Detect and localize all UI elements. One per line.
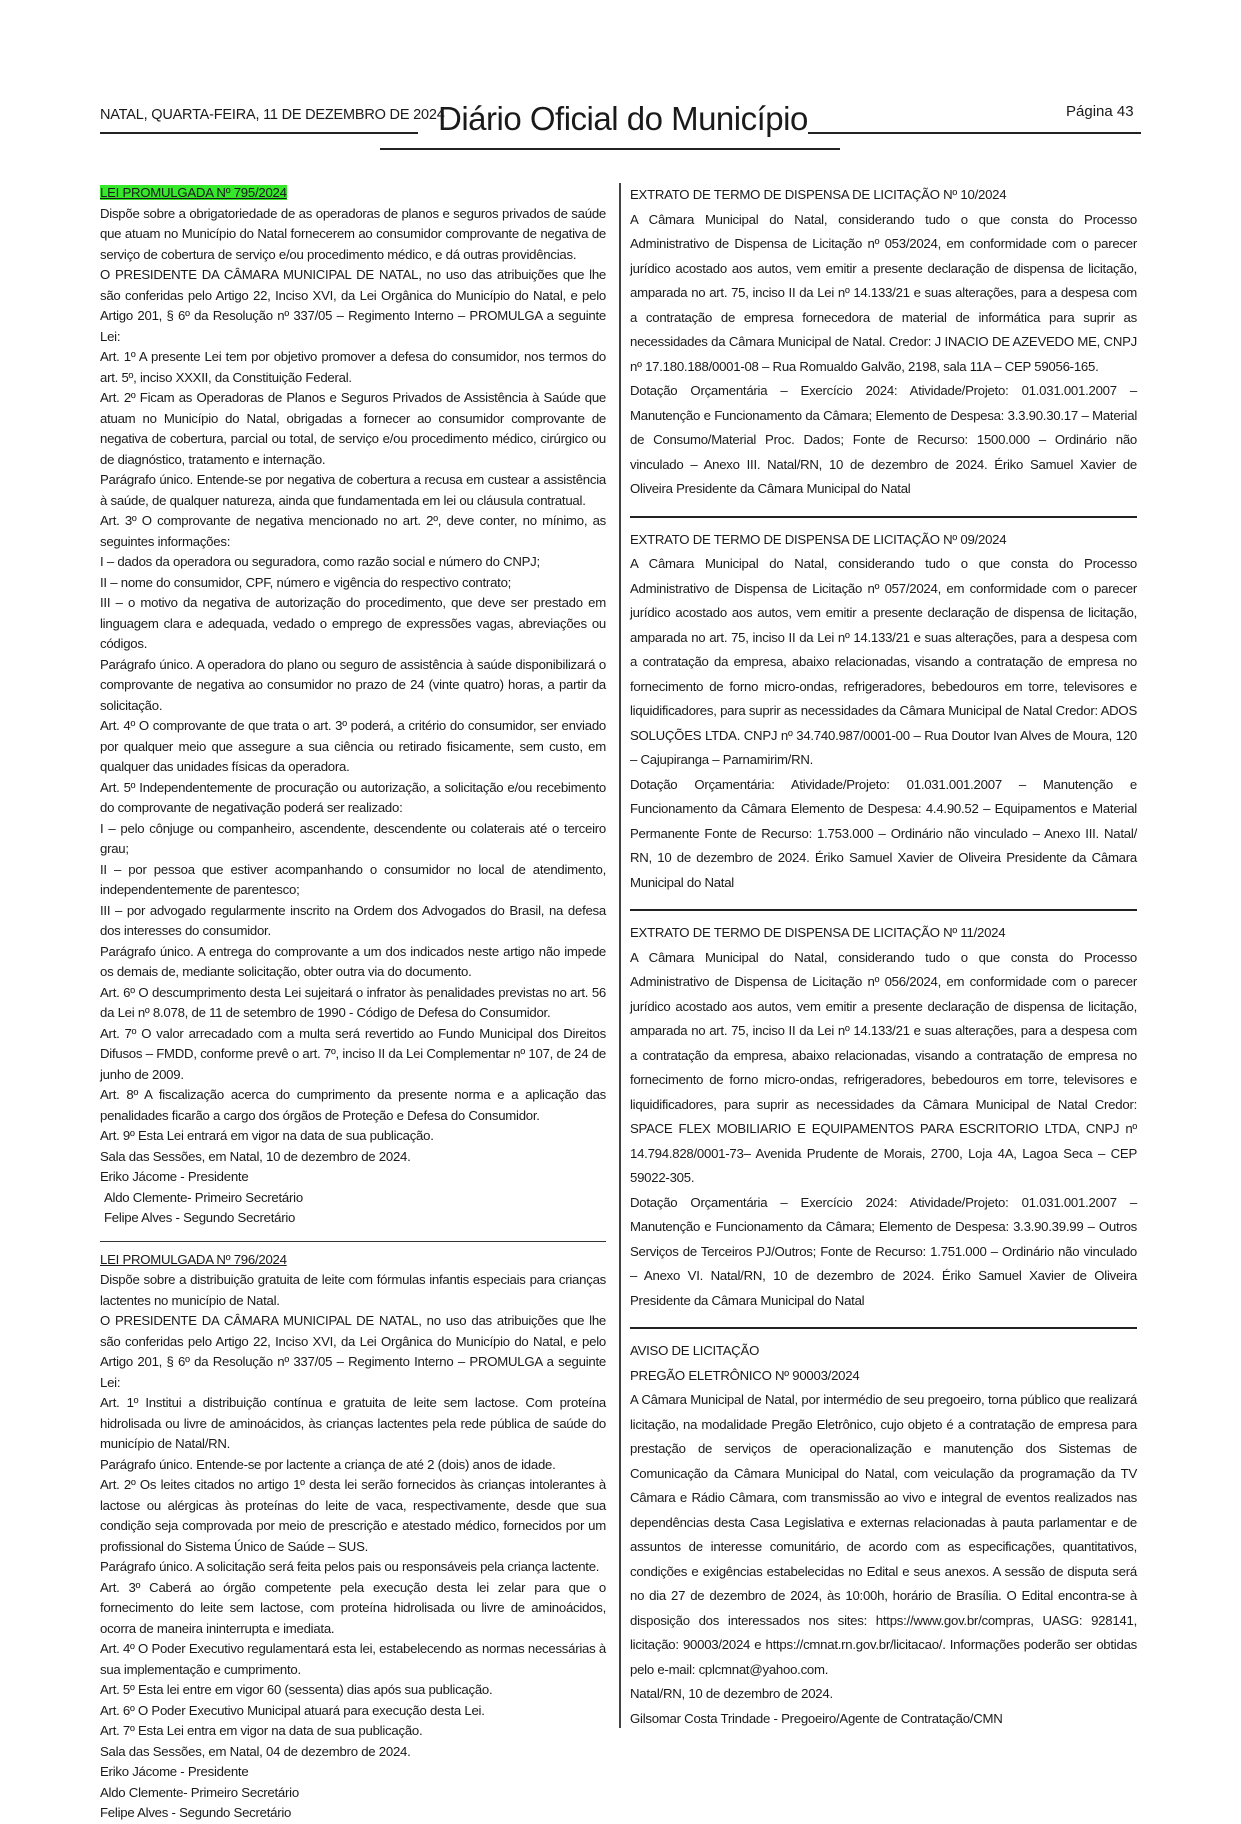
law-795-title: LEI PROMULGADA Nº 795/2024	[100, 185, 287, 200]
section-divider	[630, 1327, 1137, 1329]
law-795-ementa: Dispõe sobre a obrigatoriedade de as operadoras de planos e seguros privados de saúde que atuam no Município do Natal fornecerem ao consumidor comprovante de negativa de serviço de cobertura de serviço e/ou procedimento médico, e dá outras providências.	[100, 205, 606, 262]
law-796-art1-paragraph: Parágrafo único. Entende-se por lactente a criança de até 2 (dois) anos de idade.	[100, 1456, 556, 1472]
aviso-date: Natal/RN, 10 de dezembro de 2024.	[630, 1686, 833, 1701]
law-796-preamble: O PRESIDENTE DA CÂMARA MUNICIPAL DE NATAL, no uso das atribuições que lhe são conferidas pelo Artigo 22, Inciso XVI, da Lei Orgânica do Município do Natal, e pelo Artigo 201, § 6º da Resolução nº 337/05 – Regimento Interno – PROMULGA a seguinte Lei:	[100, 1313, 606, 1390]
section-divider	[100, 1241, 606, 1242]
law-795-signature-president: Eriko Jácome - Presidente	[100, 1169, 249, 1184]
law-795-art3-item1: I – dados da operadora ou seguradora, como razão social e número do CNPJ;	[100, 554, 540, 569]
law-795-art7: Art. 7º O valor arrecadado com a multa será revertido ao Fundo Municipal dos Direitos Difusos – FMDD, conforme prevê o art. 7º, inciso II da Lei Complementar nº 107, de 24 de junho de 2009.	[100, 1025, 606, 1082]
law-795-art4: Art. 4º O comprovante de que trata o art. 3º poderá, a critério do consumidor, ser enviado por qualquer meio que assegure a sua ciência ou retirado fisicamente, sem custo, em qualquer das unidades físicas da operadora.	[100, 718, 606, 774]
section-divider	[630, 909, 1137, 911]
law-796-section	[100, 1250, 606, 1824]
law-795-section	[100, 183, 606, 1229]
law-796-art3: Art. 3º Caberá ao órgão competente pela execução desta lei zelar para que o fornecimento do leite sem lactose, com proteína hidrolisada ou livre de aminoácidos, ocorra de maneira ininterrupta e imediata.	[100, 1579, 606, 1636]
left-column	[100, 183, 606, 1824]
section-divider	[630, 516, 1137, 518]
law-795-session-date: Sala das Sessões, em Natal, 10 de dezembro de 2024.	[100, 1148, 411, 1164]
header-date: NATAL, QUARTA-FEIRA, 11 DE DEZEMBRO DE 2024	[100, 107, 445, 123]
law-795-art2-paragraph: Parágrafo único. Entende-se por negativa de cobertura a recusa em custear a assistência à saúde, de qualquer natureza, ainda que fundamentada em lei ou cláusula contratual.	[100, 472, 606, 508]
law-795-art5-item3: III – por advogado regularmente inscrito na Ordem dos Advogados do Brasil, na defesa dos interesses do consumidor.	[100, 902, 606, 938]
law-795-signature-first-secretary: Aldo Clemente- Primeiro Secretário	[104, 1189, 303, 1205]
extrato-11-title: EXTRATO DE TERMO DE DISPENSA DE LICITAÇÃO Nº 11/2024	[630, 925, 1006, 940]
extrato-09-body: A Câmara Municipal do Natal, considerando tudo o que consta do Processo Administrativo de Dispensa de Licitação nº 057/2024, em conformidade com o parecer jurídico acostado aos autos, vem emitir a presente declaração de dispensa de licitação, amparada no art. 75, inciso II da Lei nº 14.133/21 e suas alterações, para a despesa com a contratação da empresa, abaixo relacionadas, visando a contratação de empresa no fornecimento de forno micro-ondas, refrigeradores, bebedouros em torre, televisores e liquidificadores, para suprir as necessidades da Câmara Municipal de Natal Credor: ADOS SOLUÇÕES LTDA. CNPJ nº 34.740.987/0001-00 – Rua Doutor Ivan Alves de Moura, 120 – Cajupiranga – Parnamirim/RN.	[630, 556, 1137, 767]
aviso-body: A Câmara Municipal de Natal, por intermédio de seu pregoeiro, torna público que realizará licitação, na modalidade Pregão Eletrônico, cujo objeto é a contratação de empresa para prestação de serviços de operacionalização e manutenção dos Sistemas de Comunicação da Câmara Municipal do Natal, com veiculação da programação da TV Câmara e Rádio Câmara, com transmissão ao vivo e integral de eventos realizados nas dependências desta Casa Legislativa e externas relacionadas à pauta parlamentar e de assuntos de interesse comunitário, de acordo com as especificações, quantitativos, condições e exigências estabelecidas no Edital e seus anexos. A sessão de disputa será no dia 27 de dezembro de 2024, às 10:00h, horário de Brasília. O Edital encontra-se à disposição dos interessados nos sites: https://www.gov.br/compras, UASG: 928141, licitação: 90003/2024 e https://cmnat.rn.gov.br/licitacao/. Informações poderão ser obtidas pelo e-mail: cplcmnat@yahoo.com.	[630, 1392, 1137, 1677]
law-796-title: LEI PROMULGADA Nº 796/2024	[100, 1251, 287, 1267]
law-795-art5-item1: I – pelo cônjuge ou companheiro, ascendente, descendente ou colaterais até o terceiro grau;	[100, 820, 606, 856]
law-796-art4: Art. 4º O Poder Executivo regulamentará esta lei, estabelecendo as normas necessárias à sua implementação e cumprimento.	[100, 1641, 606, 1677]
extrato-10-section	[630, 183, 1137, 502]
column-divider	[619, 183, 621, 1728]
extrato-11-body: A Câmara Municipal do Natal, considerando tudo o que consta do Processo Administrativo de Dispensa de Licitação nº 056/2024, em conformidade com o parecer jurídico acostado aos autos, vem emitir a presente declaração de dispensa de licitação, amparada no art. 75, inciso II da Lei nº 14.133/21 e suas alterações, para a despesa com a contratação da empresa, abaixo relacionadas, visando a contratação de empresa no fornecimento de forno micro-ondas, refrigeradores, bebedouros em torre, televisores e liquidificadores, para suprir as necessidades da Câmara Municipal de Natal Credor: SPACE FLEX MOBILIARIO E EQUIPAMENTOS PARA ESCRITORIO LTDA, CNPJ nº 14.794.828/0001-73– Avenida Prudente de Morais, 2700, Loja 4A, Lagoa Seca – CEP 59022-305.	[630, 949, 1137, 1185]
law-796-art7: Art. 7º Esta Lei entra em vigor na data de sua publicação.	[100, 1723, 423, 1738]
header-rule-left	[100, 132, 418, 134]
header-rule-under-title	[380, 148, 840, 150]
law-795-signature-second-secretary: Felipe Alves - Segundo Secretário	[104, 1210, 296, 1225]
aviso-subtitle: PREGÃO ELETRÔNICO Nº 90003/2024	[630, 1367, 860, 1383]
law-796-signature-second-secretary: Felipe Alves - Segundo Secretário	[100, 1805, 292, 1820]
gazette-title: Diário Oficial do Município	[438, 100, 808, 137]
law-795-art6: Art. 6º O descumprimento desta Lei sujeitará o infrator às penalidades previstas no art. 56 da Lei nº 8.078, de 11 de setembro de 1990 - Código de Defesa do Consumidor.	[100, 984, 606, 1020]
law-795-art5-paragraph: Parágrafo único. A entrega do comprovante a um dos indicados neste artigo não impede os demais de, mediante solicitação, obter outra via do documento.	[100, 943, 606, 979]
law-795-preamble: O PRESIDENTE DA CÂMARA MUNICIPAL DE NATAL, no uso das atribuições que lhe são conferidas pelo Artigo 22, Inciso XVI, da Lei Orgânica do Município do Natal, e pelo Artigo 201, § 6º da Resolução nº 337/05 – Regimento Interno – PROMULGA a seguinte Lei:	[100, 267, 606, 344]
aviso-licitacao-section	[630, 1339, 1137, 1731]
extrato-09-section	[630, 528, 1137, 896]
extrato-10-body: A Câmara Municipal do Natal, considerando tudo o que consta do Processo Administrativo de Dispensa de Licitação nº 053/2024, em conformidade com o parecer jurídico acostado aos autos, vem emitir a presente declaração de dispensa de licitação, amparada no art. 75, inciso II da Lei nº 14.133/21 e suas alterações, para a despesa com a contratação de empresa fornecedora de material de informática para suprir as necessidades da Câmara Municipal de Natal. Credor: J INACIO DE AZEVEDO ME, CNPJ nº 17.180.188/0001-08 – Rua Romualdo Galvão, 2198, sala 11A – CEP 59056-165.	[630, 211, 1137, 374]
law-795-art3-item3: III – o motivo da negativa de autorização do procedimento, que deve ser prestado em linguagem clara e adequada, vedado o emprego de expressões vagas, abreviações ou códigos.	[100, 595, 606, 651]
law-796-art6: Art. 6º O Poder Executivo Municipal atuará para execução desta Lei.	[100, 1702, 485, 1718]
aviso-title: AVISO DE LICITAÇÃO	[630, 1343, 760, 1358]
law-795-art1: Art. 1º A presente Lei tem por objetivo promover a defesa do consumidor, nos termos do art. 5º, inciso XXXII, da Constituição Federal.	[100, 349, 606, 385]
law-795-art3-item2: II – nome do consumidor, CPF, número e vigência do respectivo contrato;	[100, 574, 512, 590]
header-rule-right	[808, 132, 1141, 134]
law-795-art9: Art. 9º Esta Lei entrará em vigor na data de sua publicação.	[100, 1128, 434, 1143]
extrato-10-title: EXTRATO DE TERMO DE DISPENSA DE LICITAÇÃO Nº 10/2024	[630, 187, 1007, 202]
law-796-signature-president: Eriko Jácome - Presidente	[100, 1764, 249, 1779]
page-number: Página 43	[1066, 103, 1134, 120]
right-column	[630, 183, 1137, 1731]
law-796-art2: Art. 2º Os leites citados no artigo 1º desta lei serão fornecidos às crianças intolerantes à lactose ou alérgicas às proteínas do leite de vaca, respectivamente, desde que sua condição seja comprovada por meio de prescrição e atestado médico, fornecidos por um profissional do Sistema Único de Saúde – SUS.	[100, 1477, 606, 1554]
law-796-session-date: Sala das Sessões, em Natal, 04 de dezembro de 2024.	[100, 1743, 411, 1759]
law-796-signature-first-secretary: Aldo Clemente- Primeiro Secretário	[100, 1784, 299, 1800]
extrato-11-budget: Dotação Orçamentária – Exercício 2024: Atividade/Projeto: 01.031.001.2007 – Manutenção e Funcionamento da Câmara; Elemento de Despesa: 3.3.90.39.99 – Outros Serviços de Terceiros PJ/Outros; Fonte de Recurso: 1.751.000 – Ordinário não vinculado – Anexo VI. Natal/RN, 10 de dezembro de 2024. Ériko Samuel Xavier de Oliveira Presidente da Câmara Municipal do Natal	[630, 1194, 1137, 1308]
law-796-art1: Art. 1º Institui a distribuição contínua e gratuita de leite sem lactose. Com proteína hidrolisada ou livre de aminoácidos, às crianças lactentes pela rede pública de saúde do município de Natal/RN.	[100, 1395, 606, 1451]
law-795-art2: Art. 2º Ficam as Operadoras de Planos e Seguros Privados de Assistência à Saúde que atuam no Município do Natal, obrigadas a fornecer ao consumidor comprovante de negativa de cobertura, parcial ou total, de serviço e/ou procedimento médico, cirúrgico ou de diagnóstico, tratamento e internação.	[100, 390, 606, 467]
extrato-09-budget: Dotação Orçamentária: Atividade/Projeto: 01.031.001.2007 – Manutenção e Funcionamento da Câmara Elemento de Despesa: 4.4.90.52 – Equipamentos e Material Permanente Fonte de Recurso: 1.753.000 – Ordinário não vinculado – Anexo III. Natal/ RN, 10 de dezembro de 2024. Ériko Samuel Xavier de Oliveira Presidente da Câmara Municipal do Natal	[630, 776, 1137, 890]
extrato-11-section	[630, 921, 1137, 1313]
law-795-art8: Art. 8º A fiscalização acerca do cumprimento da presente norma e a aplicação das penalidades ficarão a cargo dos órgãos de Proteção e Defesa do Consumidor.	[100, 1087, 606, 1123]
law-796-art2-paragraph: Parágrafo único. A solicitação será feita pelos pais ou responsáveis pela criança lactente.	[100, 1559, 600, 1574]
extrato-09-title: EXTRATO DE TERMO DE DISPENSA DE LICITAÇÃO Nº 09/2024	[630, 531, 1007, 547]
law-795-art3: Art. 3º O comprovante de negativa mencionado no art. 2º, deve conter, no mínimo, as seguintes informações:	[100, 513, 606, 549]
aviso-signature: Gilsomar Costa Trindade - Pregoeiro/Agente de Contratação/CMN	[630, 1710, 1003, 1726]
law-796-ementa: Dispõe sobre a distribuição gratuita de leite com fórmulas infantis especiais para crianças lactentes no município de Natal.	[100, 1272, 606, 1308]
extrato-10-budget: Dotação Orçamentária – Exercício 2024: Atividade/Projeto: 01.031.001.2007 – Manutenção e Funcionamento da Câmara; Elemento de Despesa: 3.3.90.30.17 – Material de Consumo/Material Proc. Dados; Fonte de Recurso: 1500.000 – Ordinário não vinculado – Anexo III. Natal/RN, 10 de dezembro de 2024. Ériko Samuel Xavier de Oliveira Presidente da Câmara Municipal do Natal	[630, 383, 1137, 496]
law-795-art5-item2: II – por pessoa que estiver acompanhando o consumidor no local de atendimento, independentemente de parentesco;	[100, 861, 606, 897]
law-795-art3-paragraph: Parágrafo único. A operadora do plano ou seguro de assistência à saúde disponibilizará o comprovante de negativa ao consumidor no prazo de 24 (vinte quatro) horas, a partir da solicitação.	[100, 656, 606, 713]
law-795-art5: Art. 5º Independentemente de procuração ou autorização, a solicitação e/ou recebimento do comprovante de negativação poderá ser realizado:	[100, 779, 606, 815]
law-796-art5: Art. 5º Esta lei entre em vigor 60 (sessenta) dias após sua publicação.	[100, 1682, 493, 1697]
